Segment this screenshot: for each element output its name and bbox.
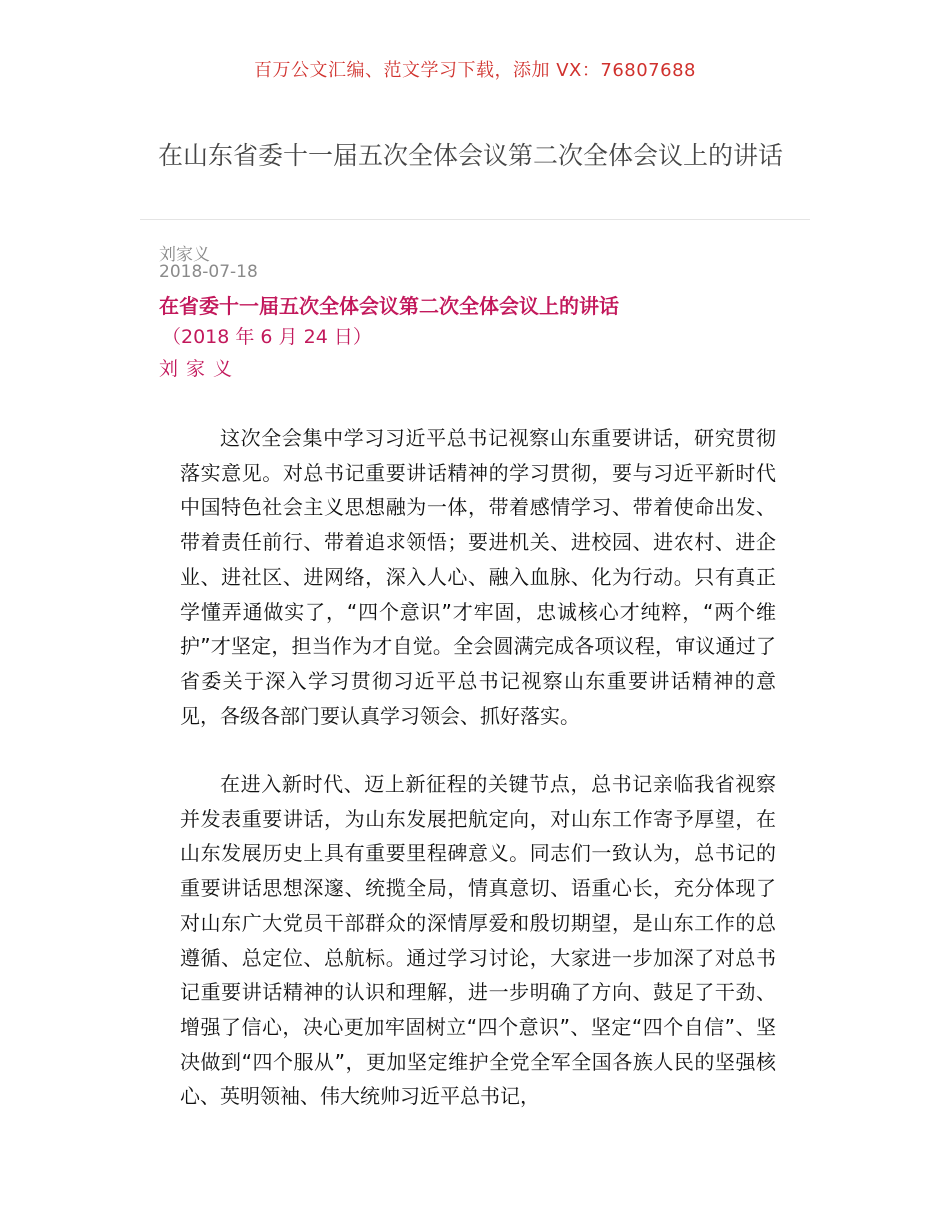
title-divider	[140, 219, 810, 220]
speech-date: （2018 年 6 月 24 日）	[162, 326, 372, 348]
promo-banner: 百万公文汇编、范文学习下载，添加 VX：76807688	[254, 60, 696, 81]
article-title: 在山东省委十一届五次全体会议第二次全体会议上的讲话	[158, 141, 784, 170]
body-paragraph-1: 这次全会集中学习习近平总书记视察山东重要讲话，研究贯彻落实意见。对总书记重要讲话精神的学习贯彻，要与习近平新时代中国特色社会主义思想融为一体，带着感情学习、带着使命出发、带着责任前行、带着追求领悟；要进机关、进校园、进农村、进企业、进社区、进网络，深入人心、融入血脉、化为行动。只有真正学懂弄通做实了，“四个意识”才牢固，忠诚核心才纯粹，“两个维护”才坚定，担当作为才自觉。全会圆满完成各项议程，审议通过了省委关于深入学习贯彻习近平总书记视察山东重要讲话精神的意见，各级各部门要认真学习领会、抓好落实。	[180, 426, 776, 728]
speech-heading: 在省委十一届五次全体会议第二次全体会议上的讲话	[159, 294, 619, 318]
body-paragraph-2: 在进入新时代、迈上新征程的关键节点，总书记亲临我省视察并发表重要讲话，为山东发展把航定向，对山东工作寄予厚望，在山东发展历史上具有重要里程碑意义。同志们一致认为，总书记的重要讲话思想深邃、统揽全局，情真意切、语重心长，充分体现了对山东广大党员干部群众的深情厚爱和殷切期望，是山东工作的总遵循、总定位、总航标。通过学习讨论，大家进一步加深了对总书记重要讲话精神的认识和理解，进一步明确了方向、鼓足了干劲、增强了信心，决心更加牢固树立“四个意识”、坚定“四个自信”、坚决做到“四个服从”，更加坚定维护全党全军全国各族人民的坚强核心、英明领袖、伟大统帅习近平总书记，	[180, 772, 776, 1109]
speech-author: 刘家义	[159, 358, 241, 380]
article-date: 2018-07-18	[159, 262, 258, 282]
article-author: 刘家义	[159, 245, 210, 265]
